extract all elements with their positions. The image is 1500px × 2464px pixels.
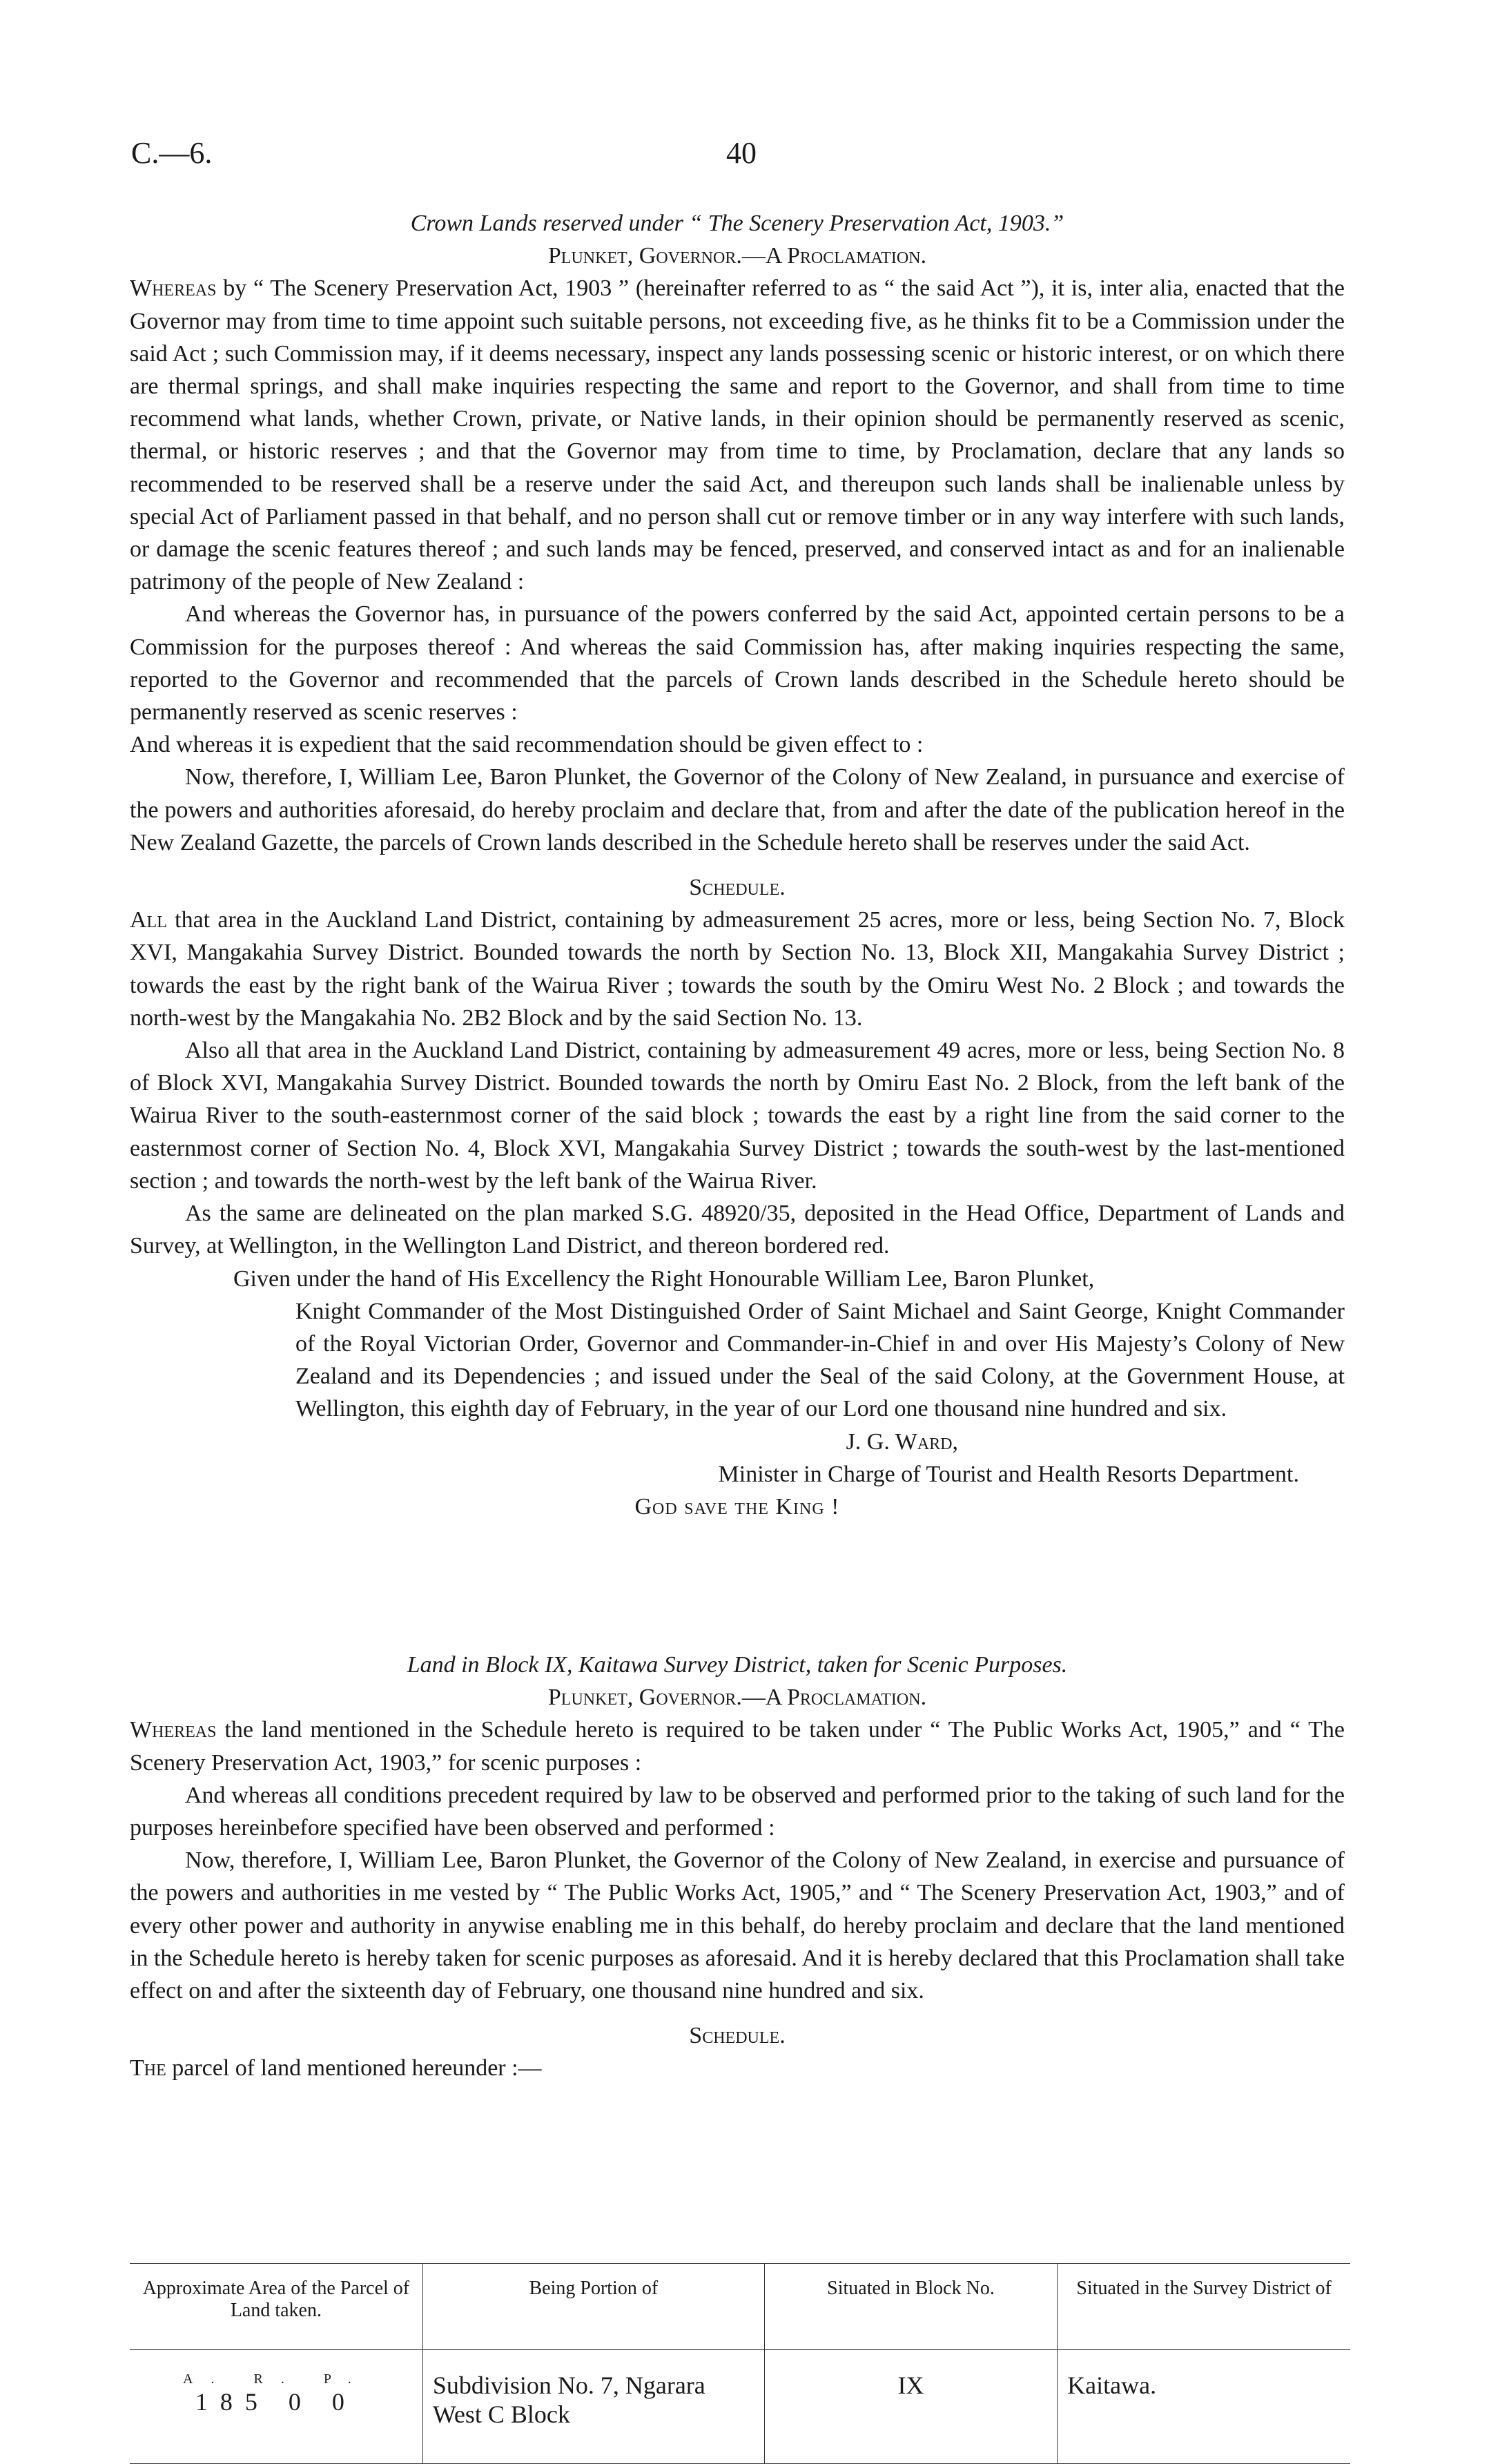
all-lead: All <box>130 907 167 933</box>
whereas-paragraph <box>130 1714 1345 1778</box>
area-units-label: A. R. P. <box>183 2371 369 2387</box>
header-block: Situated in Block No. <box>764 2264 1057 2350</box>
given-rest: Knight Commander of the Most Distinguished Order of Saint Michael and Saint George, Knight Commander of the Royal Victorian Order, Governor and Commander-in-Chief in and over His Majesty’s Colony of New Zealand and its Dependencies ; and issued under the Seal of the said Colony, at the Government House, at Wellington, this eighth day of February, in the year of our Lord one thousand nine hundred and six. <box>295 1298 1345 1422</box>
schedule-section-7-text: that area in the Auckland Land District, containing by admeasurement 25 acres, more or less, being Section No. 7, Block XVI, Mangakahia Survey District. Bounded towards the north by Section No. 13, Block XII, Mangakahia Survey District ; towards the east by the right bank of the Wairua River ; towards the south by the Omiru West No. 2 Block ; and towards the north-west by the Mangakahia No. 2B2 Block and by the said Section No. 13. <box>130 907 1345 1031</box>
whereas-expedient-paragraph: And whereas it is expedient that the said recommendation should be given effect to : <box>130 732 924 758</box>
signatory-title: Minister in Charge of Tourist and Health Resorts Department. <box>718 1461 1299 1487</box>
schedule-section-7 <box>130 904 1345 1034</box>
header-portion: Being Portion of <box>422 2264 764 2350</box>
whereas-text: by “ The Scenery Preservation Act, 1903 ” (hereinafter referred to as “ the said Act ”), it is, inter alia, enacted that the Governor may from time to time appoint such suitable persons, not exceeding five, as he thinks fit to be a Commission under the said Act ; such Commission may, if it deems necessary, inspect any lands possessing scenic or historic interest, or on which there are thermal springs, and shall make inquiries respecting the same and report to the Governor, and shall from time to time recommend what lands, whether Crown, private, or Native lands, in their opinion should be permanently reserved as scenic, thermal, or historic reserves ; and that the Governor may from time to time, by Proclamation, declare that any lands so recommended to be reserved shall be a reserve under the said Act, and thereupon such lands shall be inalienable unless by special Act of Parliament passed in that behalf, and no person shall cut or remove timber or in any way interfere with such lands, or damage the scenic features thereof ; and such lands may be fenced, preserved, and conserved intact as and for an inalienable patrimony of the people of New Zealand : <box>130 275 1345 595</box>
whereas-lead: Whereas <box>130 1717 217 1743</box>
cell-district: Kaitawa. <box>1058 2350 1350 2464</box>
whereas-text: the land mentioned in the Schedule hereto is required to be taken under “ The Public Works Act, 1905,” and “ The Scenery Preservation Act, 1903,” for scenic purposes : <box>130 1717 1345 1776</box>
proclamation-scenery-reserves <box>130 207 1345 1523</box>
schedule-plan-reference: As the same are delineated on the plan marked S.G. 48920/35, deposited in the Head Office, Department of Lands and Survey, at Wellington, in the Wellington Land District, and thereon bordered red. <box>130 1201 1345 1259</box>
cell-portion: Subdivision No. 7, Ngarara West C Block <box>422 2350 764 2464</box>
cell-block: IX <box>764 2350 1057 2464</box>
header-area: Approximate Area of the Parcel of Land taken. <box>130 2264 422 2350</box>
page-number: 40 <box>726 136 757 170</box>
document-code: C.—6. <box>131 136 213 170</box>
cell-area <box>130 2350 422 2464</box>
table-row <box>130 2350 1350 2464</box>
area-value: 185 0 0 <box>195 2388 357 2416</box>
given-under-hand <box>233 1263 1345 1426</box>
god-save-the-king: God save the King ! <box>634 1493 840 1520</box>
schedule-intro <box>130 2052 1345 2084</box>
signatory-name: J. G. Ward, <box>846 1428 958 1455</box>
schedule-section-8: Also all that area in the Auckland Land District, containing by admeasurement 49 acres, more or less, being Section No. 8 of Block XVI, Mangakahia Survey District. Bounded towards the north by Omiru East No. 2 Block, from the left bank of the Wairua River to the south-easternmost corner of the said block ; towards the east by a right line from the said corner to the easternmost corner of Section No. 4, Block XVI, Mangakahia Survey District ; towards the south-west by the last-mentioned section ; and towards the north-west by the left bank of the Wairua River. <box>130 1038 1345 1194</box>
proclamation-kaitawa-scenic-land <box>130 1649 1345 2085</box>
whereas-commission-paragraph: And whereas the Governor has, in pursuance of the powers conferred by the said Act, appointed certain persons to be a Commission for the purposes thereof : And whereas the said Commission has, after making inquiries respecting the same, reported to the Governor and recommended that the parcels of Crown lands described in the Schedule hereto should be permanently reserved as scenic reserves : <box>130 601 1345 726</box>
schedule-intro-text: parcel of land mentioned hereunder :— <box>172 2055 542 2082</box>
header-district: Situated in the Survey District of <box>1058 2264 1350 2350</box>
now-therefore-paragraph: Now, therefore, I, William Lee, Baron Plunket, the Governor of the Colony of New Zealand, in pursuance and exercise of the powers and authorities aforesaid, do hereby proclaim and declare that, from and after the date of the publication hereof in the New Zealand Gazette, the parcels of Crown lands described in the Schedule hereto shall be reserves under the said Act. <box>130 764 1345 855</box>
whereas-conditions-paragraph: And whereas all conditions precedent required by law to be observed and performed prior to the taking of such land for the purposes hereinbefore specified have been observed and performed : <box>130 1782 1345 1841</box>
proclamation-byline: Plunket, Governor.—A Proclamation. <box>547 1685 927 1711</box>
now-therefore-paragraph: Now, therefore, I, William Lee, Baron Plunket, the Governor of the Colony of New Zealand, in exercise and pursuance of the powers and authorities in me vested by “ The Public Works Act, 1905,” and “ The Scenery Preservation Act, 1903,” and of every other power and authority in anywise enabling me in this behalf, do hereby proclaim and declare that the land mentioned in the Schedule hereto is hereby taken for scenic purposes as aforesaid. And it is hereby declared that this Proclamation shall take effect on and after the sixteenth day of February, one thousand nine hundred and six. <box>130 1847 1345 2004</box>
given-first-line: Given under the hand of His Excellency the Right Honourable William Lee, Baron Plunket, <box>233 1265 1095 1292</box>
whereas-paragraph <box>130 272 1345 598</box>
schedule-heading: Schedule. <box>689 2023 786 2049</box>
proclamation-byline: Plunket, Governor.—A Proclamation. <box>547 243 927 269</box>
schedule-heading: Schedule. <box>689 875 786 901</box>
the-lead: The <box>130 2055 166 2082</box>
parcel-table <box>130 2263 1350 2464</box>
whereas-lead: Whereas <box>130 275 217 302</box>
proclamation-title: Land in Block IX, Kaitawa Survey District, taken for Scenic Purposes. <box>407 1652 1068 1678</box>
proclamation-title: Crown Lands reserved under “ The Scenery Preservation Act, 1903.” <box>410 211 1064 236</box>
parcel-table-header-row <box>130 2264 1350 2350</box>
